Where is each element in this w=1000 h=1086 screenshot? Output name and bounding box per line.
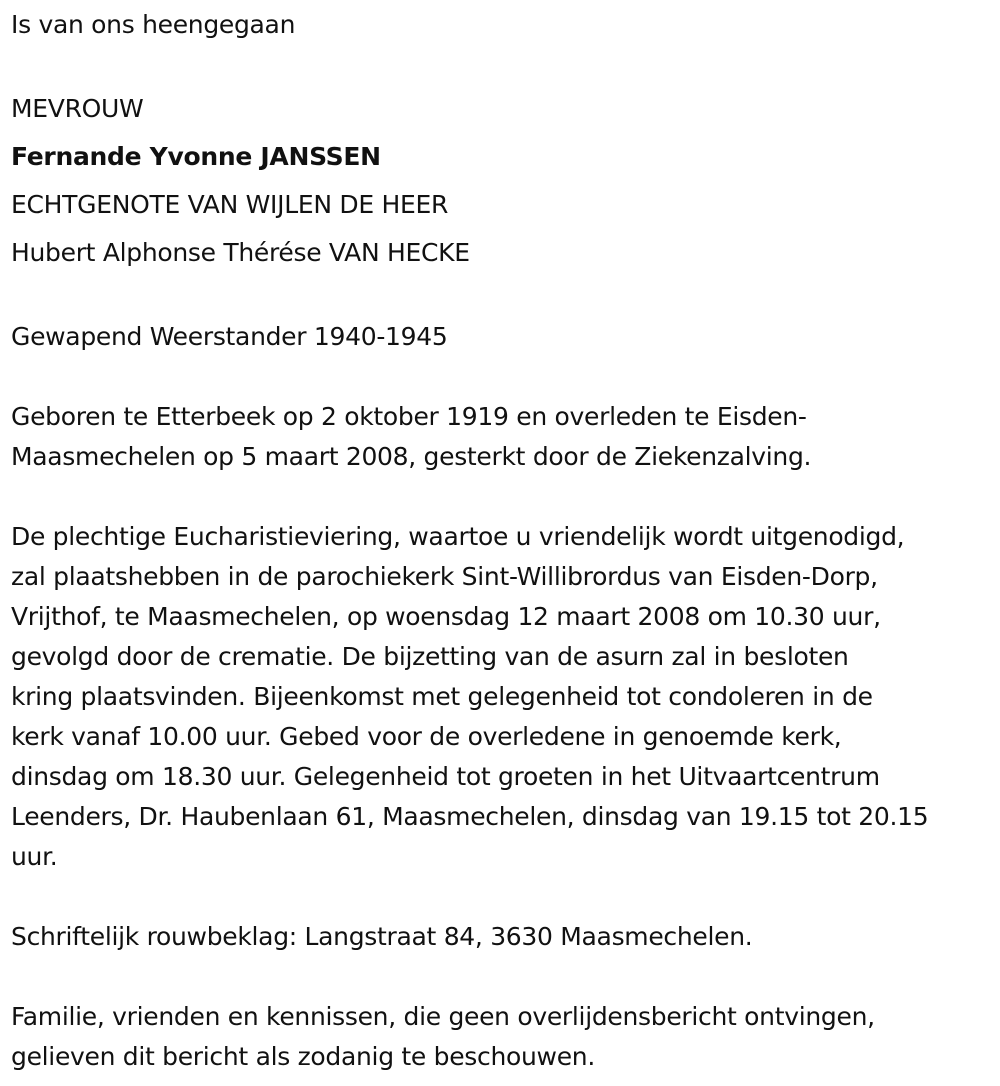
ceremony-line: zal plaatshebben in de parochiekerk Sint-Willibrordus van Eisden-Dorp,: [11, 562, 878, 591]
death-notice: [11, 5, 991, 1077]
ceremony-line: Vrijthof, te Maasmechelen, op woensdag 12 maart 2008 om 10.30 uur,: [11, 602, 881, 631]
birth-death-paragraph: [11, 397, 991, 477]
ceremony-line: gevolgd door de crematie. De bijzetting van de asurn zal in besloten: [11, 642, 849, 671]
ceremony-paragraph: [11, 517, 991, 877]
closing-line: gelieven dit bericht als zodanig te beschouwen.: [11, 1042, 595, 1071]
ceremony-line: Leenders, Dr. Haubenlaan 61, Maasmechelen, dinsdag van 19.15 tot 20.15: [11, 802, 929, 831]
intro-text: Is van ons heengegaan: [11, 10, 296, 39]
closing-line: Familie, vrienden en kennissen, die geen overlijdensbericht ontvingen,: [11, 1002, 875, 1031]
birth-death-line: Geboren te Etterbeek op 2 oktober 1919 en overleden te Eisden-: [11, 402, 807, 431]
spouse-name: Hubert Alphonse Thérése VAN HECKE: [11, 238, 470, 267]
ceremony-line: kring plaatsvinden. Bijeenkomst met gelegenheid tot condoleren in de: [11, 682, 873, 711]
ceremony-line: dinsdag om 18.30 uur. Gelegenheid tot groeten in het Uitvaartcentrum: [11, 762, 880, 791]
ceremony-line: kerk vanaf 10.00 uur. Gebed voor de overledene in genoemde kerk,: [11, 722, 842, 751]
honour-text: Gewapend Weerstander 1940-1945: [11, 322, 448, 351]
condolence-block: [11, 917, 991, 957]
person-block: [11, 85, 991, 277]
deceased-name: Fernande Yvonne JANSSEN: [11, 142, 381, 171]
honorific-title: MEVROUW: [11, 94, 144, 123]
closing-paragraph: [11, 997, 991, 1077]
honour-block: [11, 317, 991, 357]
condolence-address: Schriftelijk rouwbeklag: Langstraat 84, 3630 Maasmechelen.: [11, 922, 753, 951]
ceremony-line: uur.: [11, 842, 58, 871]
relation-text: ECHTGENOTE VAN WIJLEN DE HEER: [11, 190, 449, 219]
ceremony-line: De plechtige Eucharistieviering, waartoe u vriendelijk wordt uitgenodigd,: [11, 522, 905, 551]
birth-death-line: Maasmechelen op 5 maart 2008, gesterkt door de Ziekenzalving.: [11, 442, 812, 471]
